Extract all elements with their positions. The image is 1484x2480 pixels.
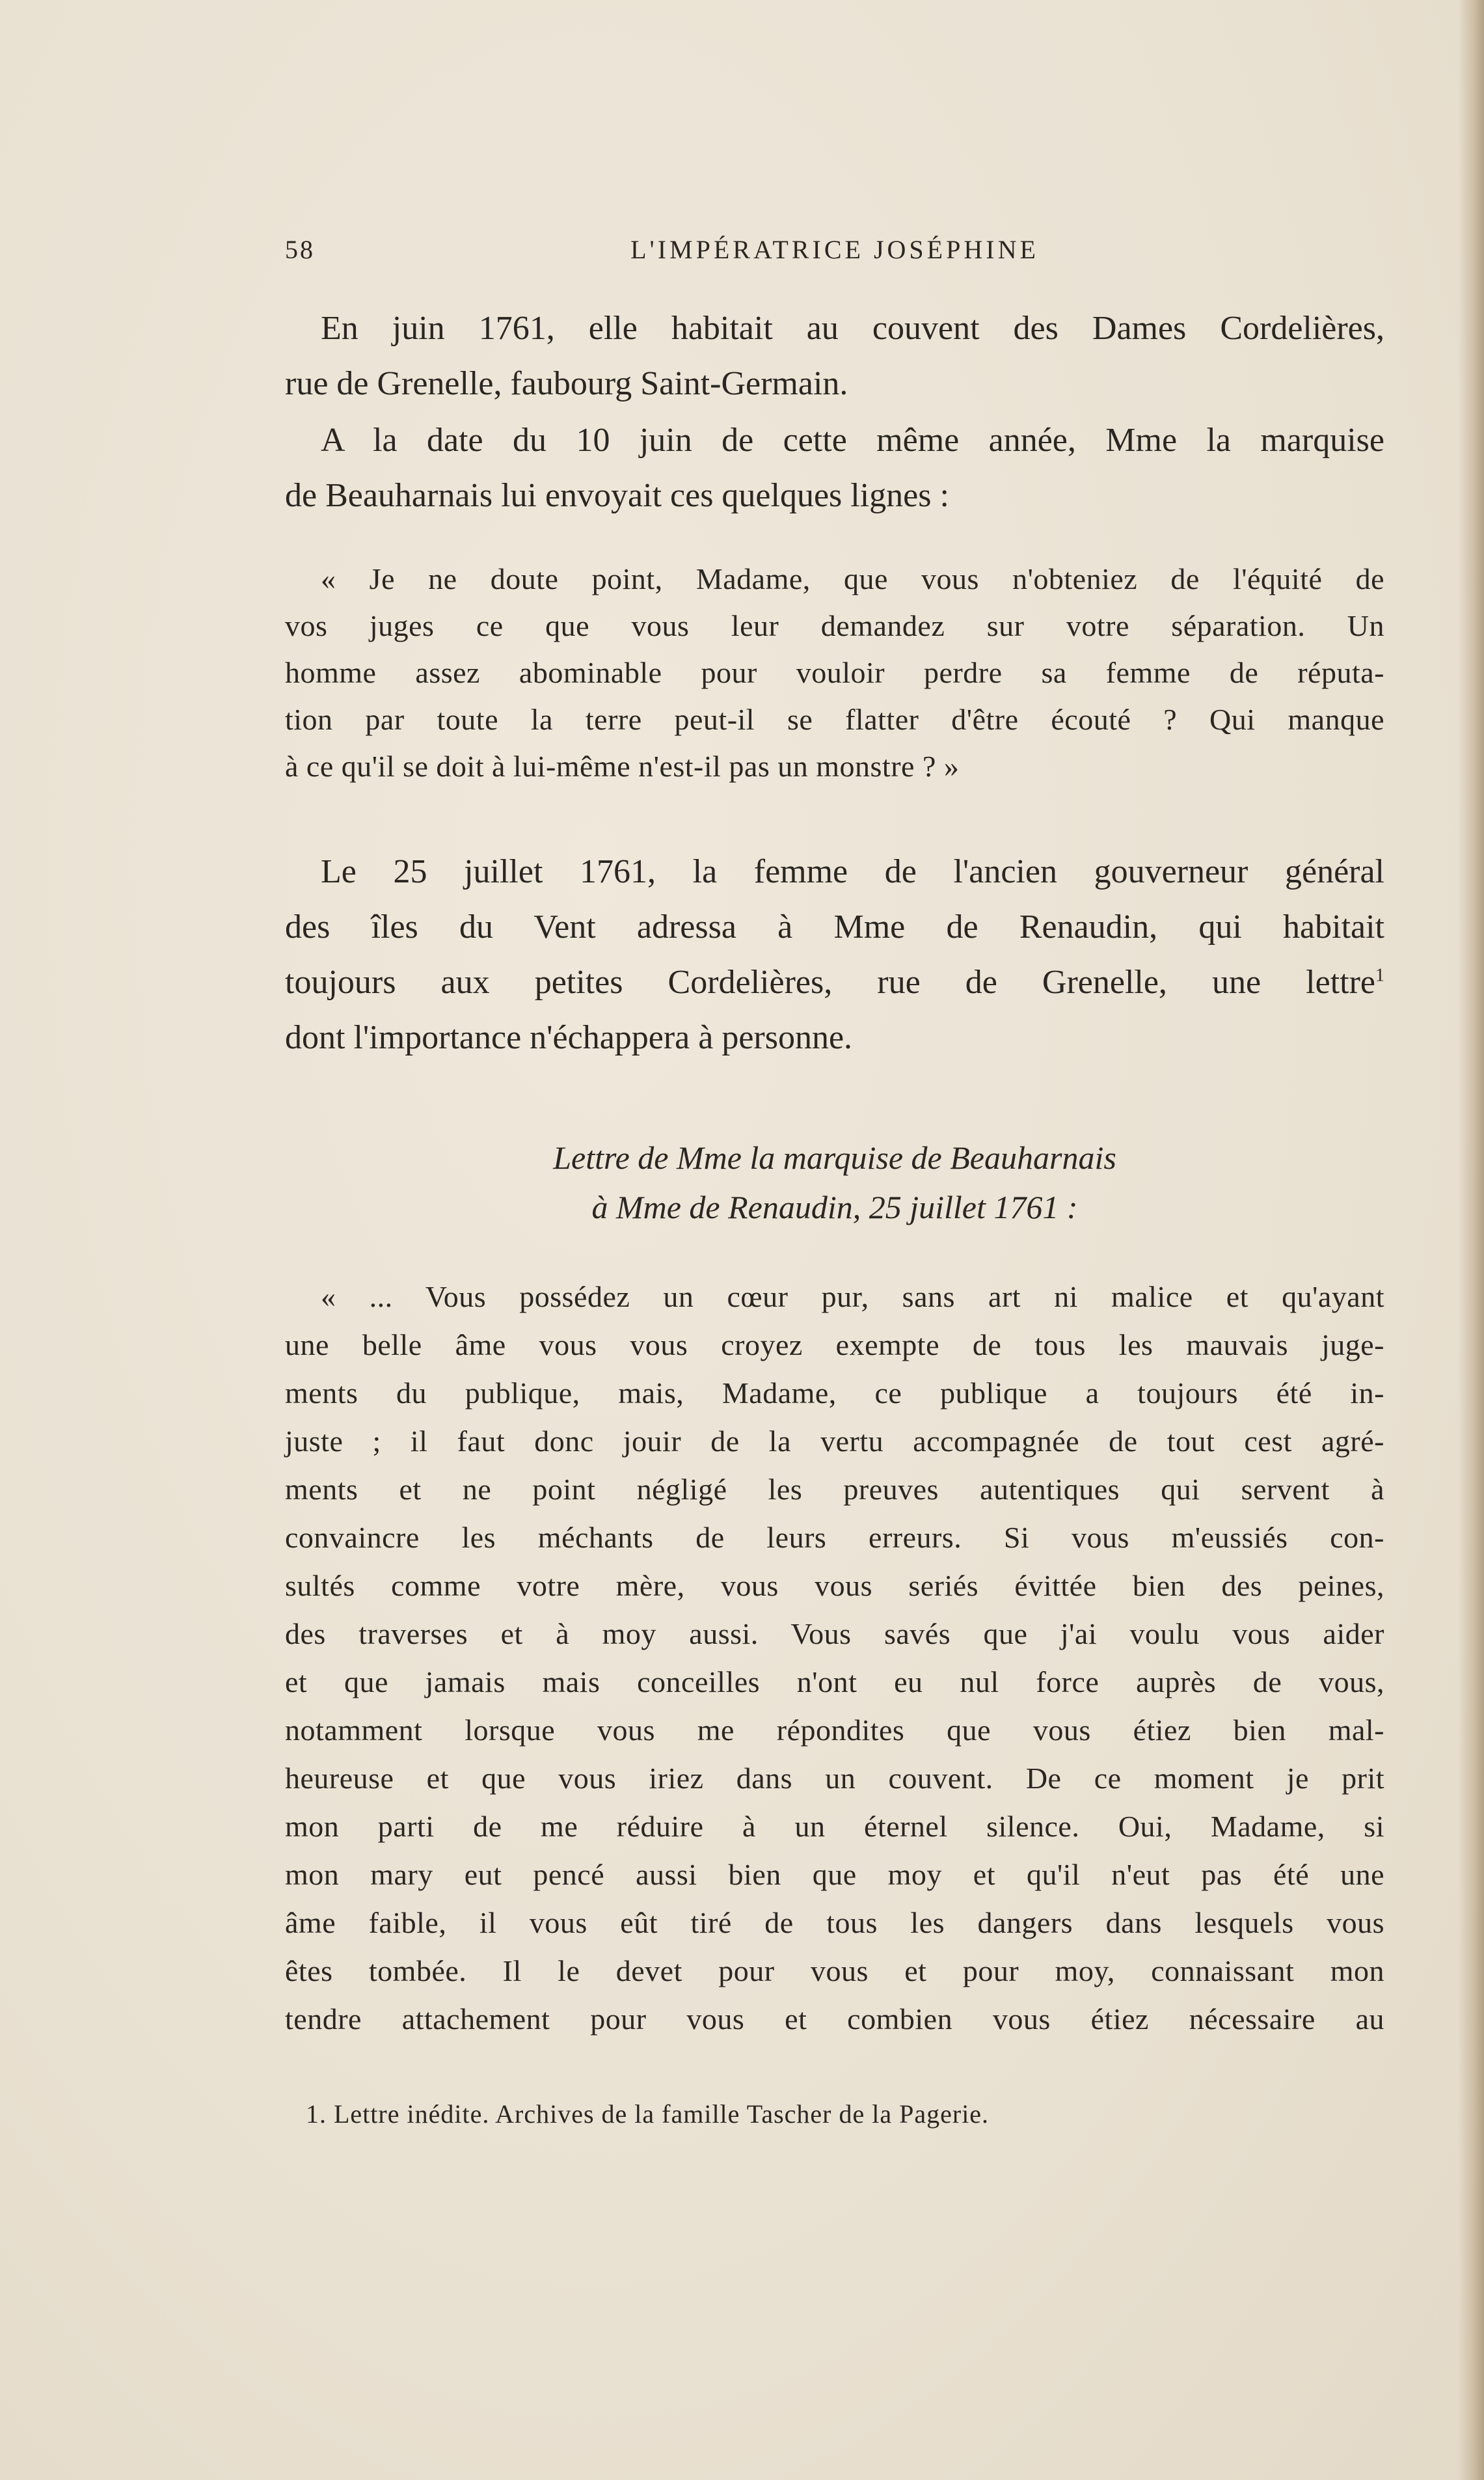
letter-line: des traverses et à moy aussi. Vous savés que j'ai voulu vous aider xyxy=(285,1617,1384,1650)
letter-line: mon parti de me réduire à un éternel silence. Oui, Madame, si xyxy=(285,1810,1384,1843)
footnote: 1. Lettre inédite. Archives de la famille Tascher de la Pagerie. xyxy=(306,2099,990,2129)
quote-line: « Je ne doute point, Madame, que vous n'obteniez de l'équité de xyxy=(321,562,1384,595)
letter-line: notamment lorsque vous me répondites que vous étiez bien mal- xyxy=(285,1713,1384,1747)
running-title: L'IMPÉRATRICE JOSÉPHINE xyxy=(630,235,1039,264)
letter-title-line-1: Lettre de Mme la marquise de Beauharnais xyxy=(553,1139,1116,1176)
footnote-reference: 1 xyxy=(1375,965,1384,986)
paragraph-line: En juin 1761, elle habitait au couvent des Dames Cordelières, xyxy=(321,310,1384,347)
letter-line: êtes tombée. Il le devet pour vous et pour moy, connaissant mon xyxy=(285,1954,1384,1987)
paragraph-line: Le 25 juillet 1761, la femme de l'ancien gouverneur général xyxy=(321,853,1384,890)
paragraph-line: rue de Grenelle, faubourg Saint-Germain. xyxy=(285,365,848,402)
letter-line: « ... Vous possédez un cœur pur, sans art ni malice et qu'ayant xyxy=(321,1280,1384,1313)
quote-line: tion par toute la terre peut-il se flatter d'être écouté ? Qui manque xyxy=(285,703,1384,736)
letter-line: sultés comme votre mère, vous vous seriés évittée bien des peines, xyxy=(285,1569,1384,1602)
letter-line: mon mary eut pencé aussi bien que moy et qu'il n'eut pas été une xyxy=(285,1858,1384,1891)
paragraph-line: A la date du 10 juin de cette même année, Mme la marquise xyxy=(321,422,1384,459)
letter-line: convaincre les méchants de leurs erreurs. Si vous m'eussiés con- xyxy=(285,1521,1384,1554)
page-number: 58 xyxy=(285,235,315,264)
letter-line: âme faible, il vous eût tiré de tous les dangers dans lesquels vous xyxy=(285,1906,1384,1939)
letter-title-line-2: à Mme de Renaudin, 25 juillet 1761 : xyxy=(591,1189,1078,1225)
letter-line: juste ; il faut donc jouir de la vertu accompagnée de tout cest agré- xyxy=(285,1424,1384,1458)
paragraph-line-text: toujours aux petites Cordelières, rue de Grenelle, une lettre xyxy=(285,964,1375,1001)
quote-line: homme assez abominable pour vouloir perdre sa femme de réputa- xyxy=(285,656,1384,689)
page-header xyxy=(285,234,1384,273)
paragraph-line-with-footnote xyxy=(285,963,1384,1002)
letter-line: et que jamais mais conceilles n'ont eu nul force auprès de vous, xyxy=(285,1665,1384,1698)
page-edge-shadow xyxy=(1458,0,1484,2480)
quote-line: vos juges ce que vous leur demandez sur votre séparation. Un xyxy=(285,609,1384,642)
paragraph-line: de Beauharnais lui envoyait ces quelques lignes : xyxy=(285,477,949,514)
letter-line: tendre attachement pour vous et combien vous étiez nécessaire au xyxy=(285,2002,1384,2036)
letter-line: heureuse et que vous iriez dans un couvent. De ce moment je prit xyxy=(285,1762,1384,1795)
letter-title xyxy=(285,1139,1384,1226)
letter-line: ments et ne point négligé les preuves autentiques qui servent à xyxy=(285,1473,1384,1506)
paragraph-line: des îles du Vent adressa à Mme de Renaudin, qui habitait xyxy=(285,908,1384,946)
letter-line: une belle âme vous vous croyez exempte de tous les mauvais juge- xyxy=(285,1328,1384,1361)
quote-line: à ce qu'il se doit à lui-même n'est-il pas un monstre ? » xyxy=(285,750,960,783)
letter-line: ments du publique, mais, Madame, ce publique a toujours été in- xyxy=(285,1376,1384,1410)
paragraph-line: dont l'importance n'échappera à personne. xyxy=(285,1019,853,1056)
